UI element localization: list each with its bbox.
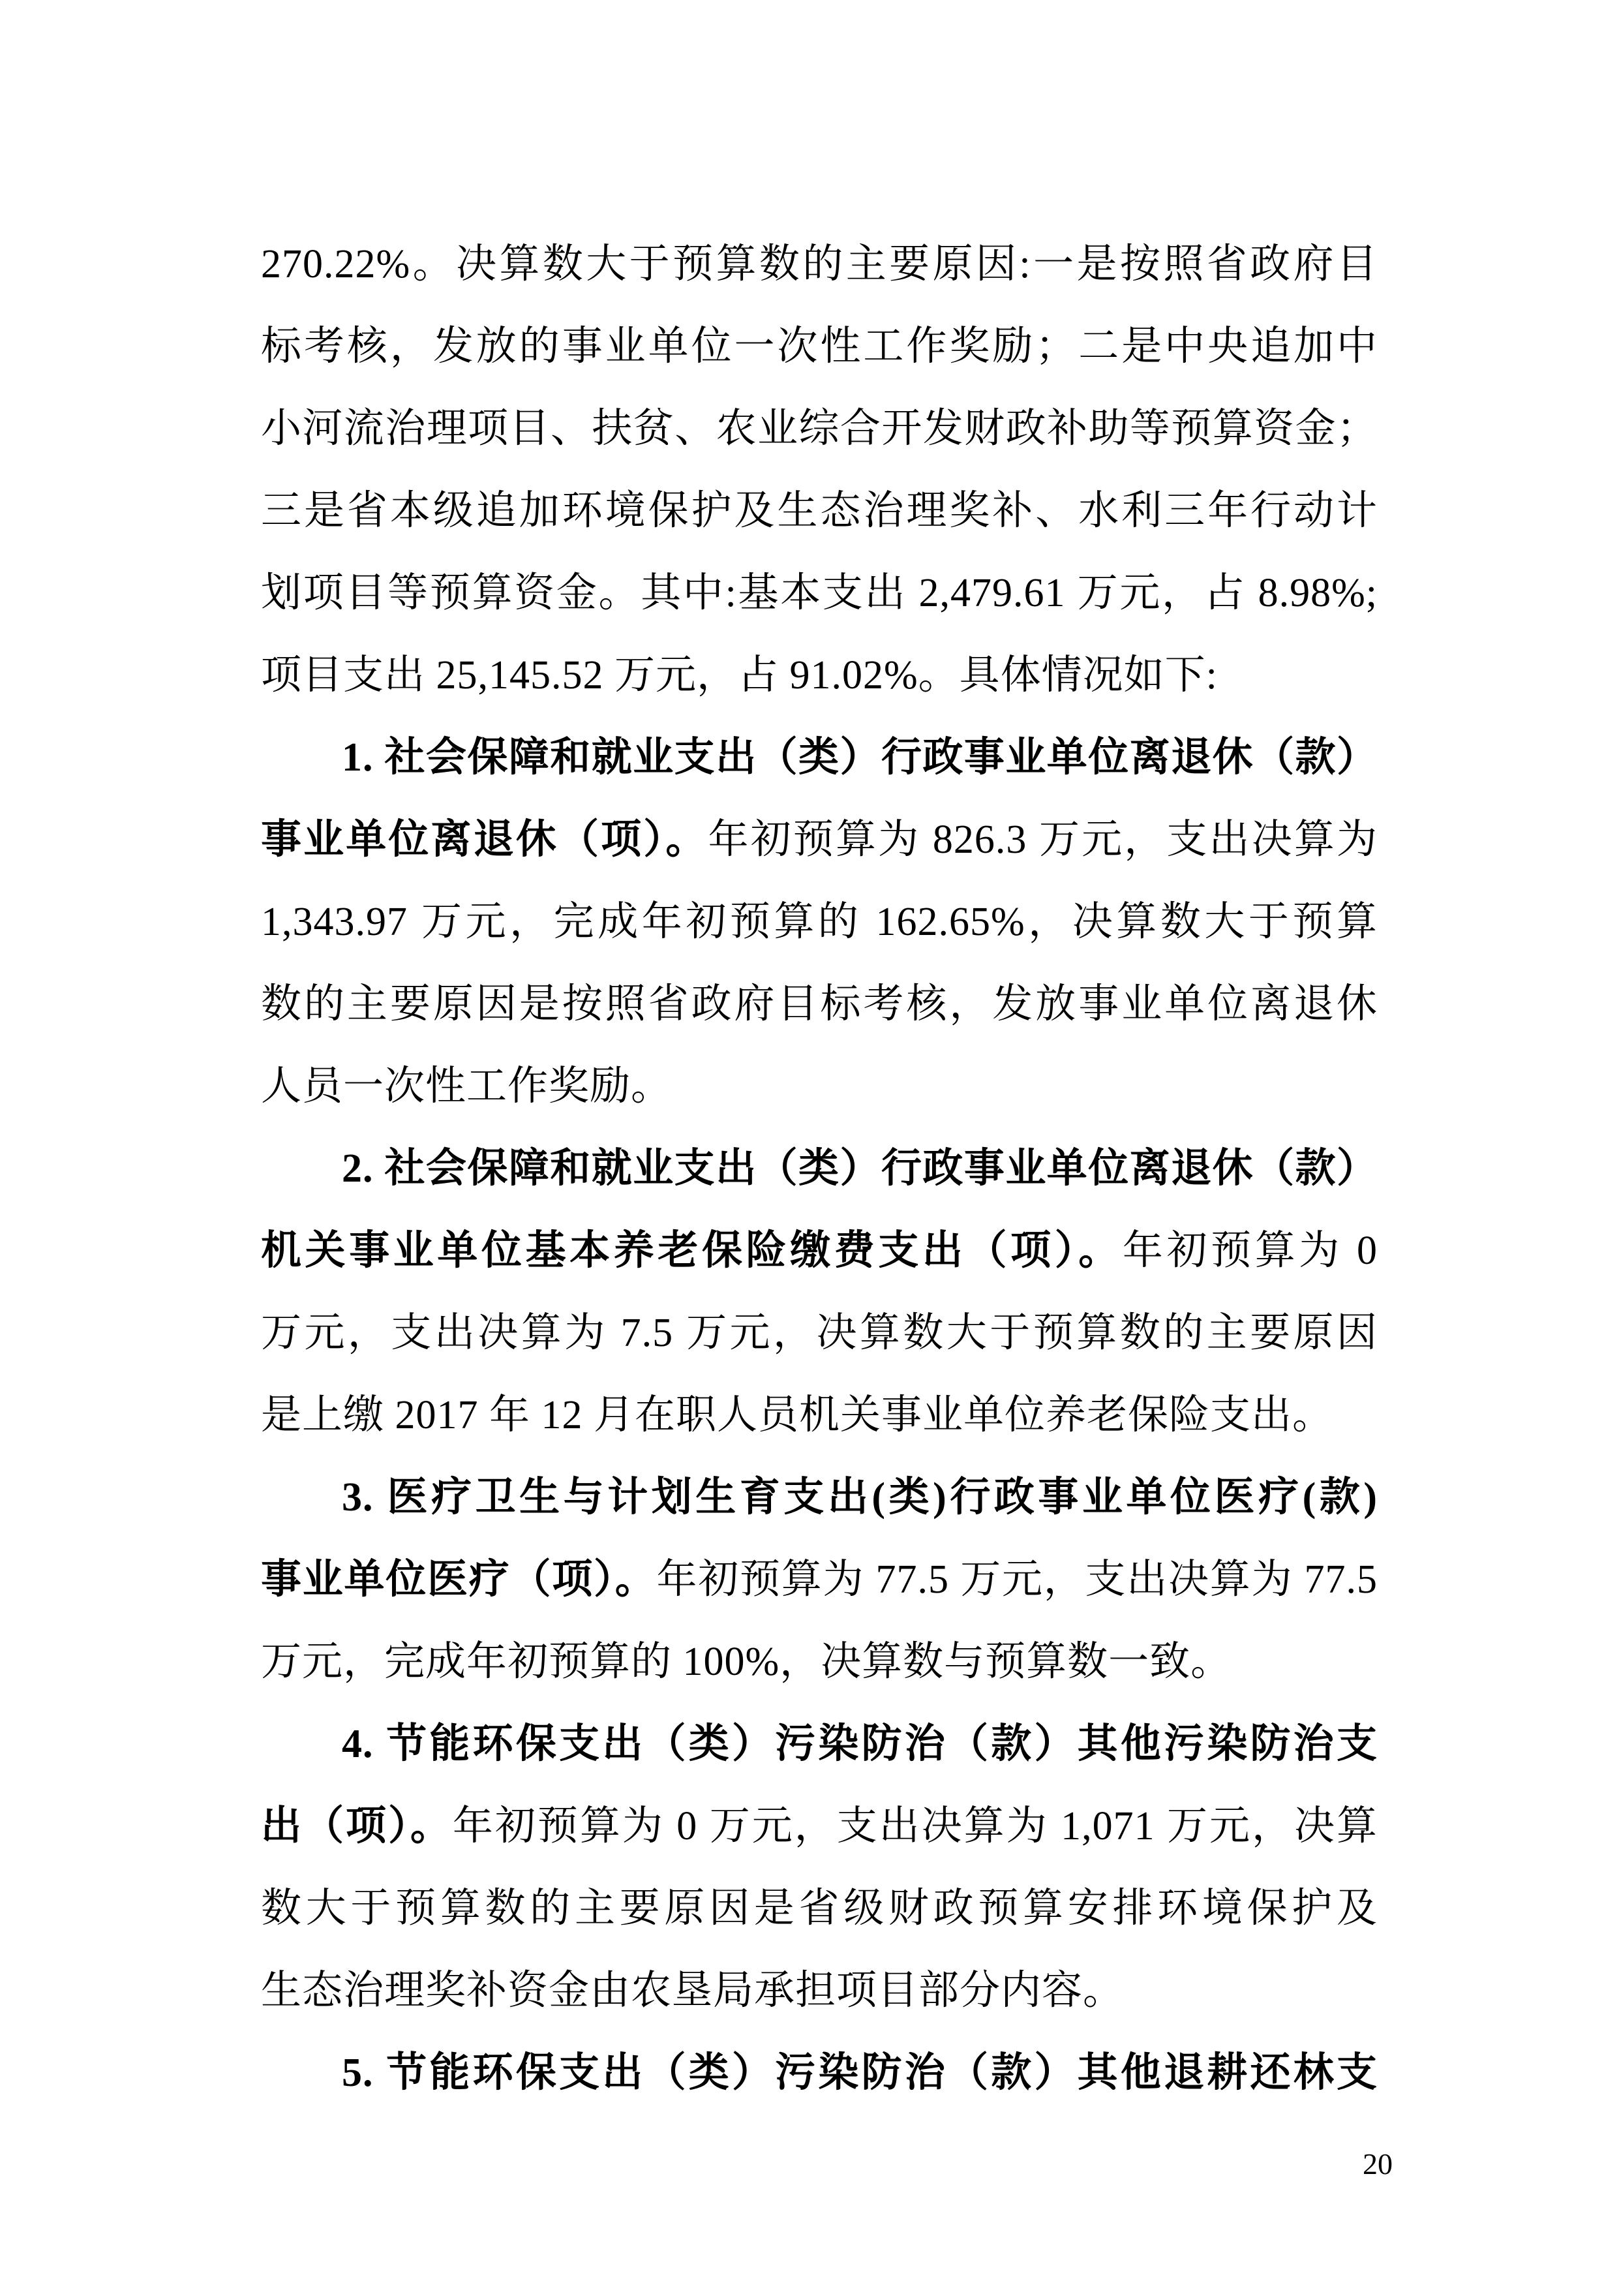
- text-line: [261, 963, 1378, 1045]
- text-line: [261, 1621, 1378, 1703]
- text-segment-bold: 4. 节能环保支出（类）污染防治（款）其他污染防治支: [342, 1722, 1378, 1766]
- page-number: 20: [1363, 2147, 1393, 2181]
- text-segment: 划项目等预算资金。其中:基本支出 2,479.61 万元，占 8.98%;: [261, 571, 1378, 615]
- text-line: [261, 881, 1378, 963]
- text-segment: 人员一次性工作奖励。: [261, 1064, 673, 1109]
- text-segment: 年初预算为 826.3 万元，支出决算为: [708, 818, 1378, 862]
- text-segment: 年初预算为 0 万元，支出决算为 1,071 万元，决算: [452, 1804, 1378, 1848]
- text-line: [261, 1127, 1378, 1210]
- text-line: [261, 634, 1378, 716]
- text-line: [261, 2032, 1378, 2114]
- text-segment: 小河流治理项目、扶贫、农业综合开发财政补助等预算资金；: [261, 406, 1378, 451]
- text-segment: 项目支出 25,145.52 万元，占 91.02%。具体情况如下:: [261, 653, 1218, 697]
- text-segment: 数大于预算数的主要原因是省级财政预算安排环境保护及: [261, 1886, 1378, 1931]
- text-segment-bold: 3. 医疗卫生与计划生育支出(类)行政事业单位医疗(款): [342, 1475, 1378, 1520]
- text-line: [261, 1867, 1378, 1950]
- text-line: [261, 552, 1378, 634]
- text-segment: 年初预算为 77.5 万元，支出决算为 77.5: [656, 1557, 1378, 1602]
- text-segment: 年初预算为 0: [1122, 1229, 1378, 1273]
- text-segment: 万元，支出决算为 7.5 万元，决算数大于预算数的主要原因: [261, 1311, 1378, 1355]
- text-segment: 万元，完成年初预算的 100%，决算数与预算数一致。: [261, 1640, 1232, 1684]
- text-segment: 数的主要原因是按照省政府目标考核，发放事业单位离退休: [261, 982, 1378, 1026]
- text-segment: 1,343.97 万元，完成年初预算的 162.65%，决算数大于预算: [261, 900, 1378, 944]
- text-line: [261, 1292, 1378, 1374]
- text-line: [261, 388, 1378, 470]
- text-segment-bold: 机关事业单位基本养老保险缴费支出（项）。: [261, 1229, 1123, 1273]
- text-line: [261, 1703, 1378, 1785]
- text-segment: 270.22%。决算数大于预算数的主要原因:一是按照省政府目: [261, 242, 1378, 286]
- text-line: [261, 716, 1378, 799]
- text-line: [261, 1538, 1378, 1621]
- text-segment-bold: 事业单位离退休（项）。: [261, 818, 708, 862]
- text-segment: 生态治理奖补资金由农垦局承担项目部分内容。: [261, 1968, 1125, 2013]
- text-line: [261, 1456, 1378, 1538]
- text-line: [261, 1374, 1378, 1456]
- body-text: [261, 223, 1378, 2114]
- text-segment: 标考核，发放的事业单位一次性工作奖励；二是中央追加中: [261, 324, 1378, 369]
- text-segment: 是上缴 2017 年 12 月在职人员机关事业单位养老保险支出。: [261, 1393, 1334, 1437]
- text-segment-bold: 1. 社会保障和就业支出（类）行政事业单位离退休（款）: [342, 735, 1378, 780]
- text-segment-bold: 2. 社会保障和就业支出（类）行政事业单位离退休（款）: [342, 1146, 1378, 1191]
- text-line: [261, 1210, 1378, 1292]
- text-segment: 三是省本级追加环境保护及生态治理奖补、水利三年行动计: [261, 489, 1378, 533]
- text-segment-bold: 事业单位医疗（项）。: [261, 1557, 657, 1602]
- text-line: [261, 1045, 1378, 1127]
- text-line: [261, 470, 1378, 552]
- text-segment-bold: 出（项）。: [261, 1804, 453, 1848]
- text-line: [261, 799, 1378, 881]
- text-line: [261, 305, 1378, 388]
- text-segment-bold: 5. 节能环保支出（类）污染防治（款）其他退耕还林支: [342, 2051, 1378, 2095]
- text-line: [261, 223, 1378, 305]
- text-line: [261, 1950, 1378, 2032]
- text-line: [261, 1785, 1378, 1867]
